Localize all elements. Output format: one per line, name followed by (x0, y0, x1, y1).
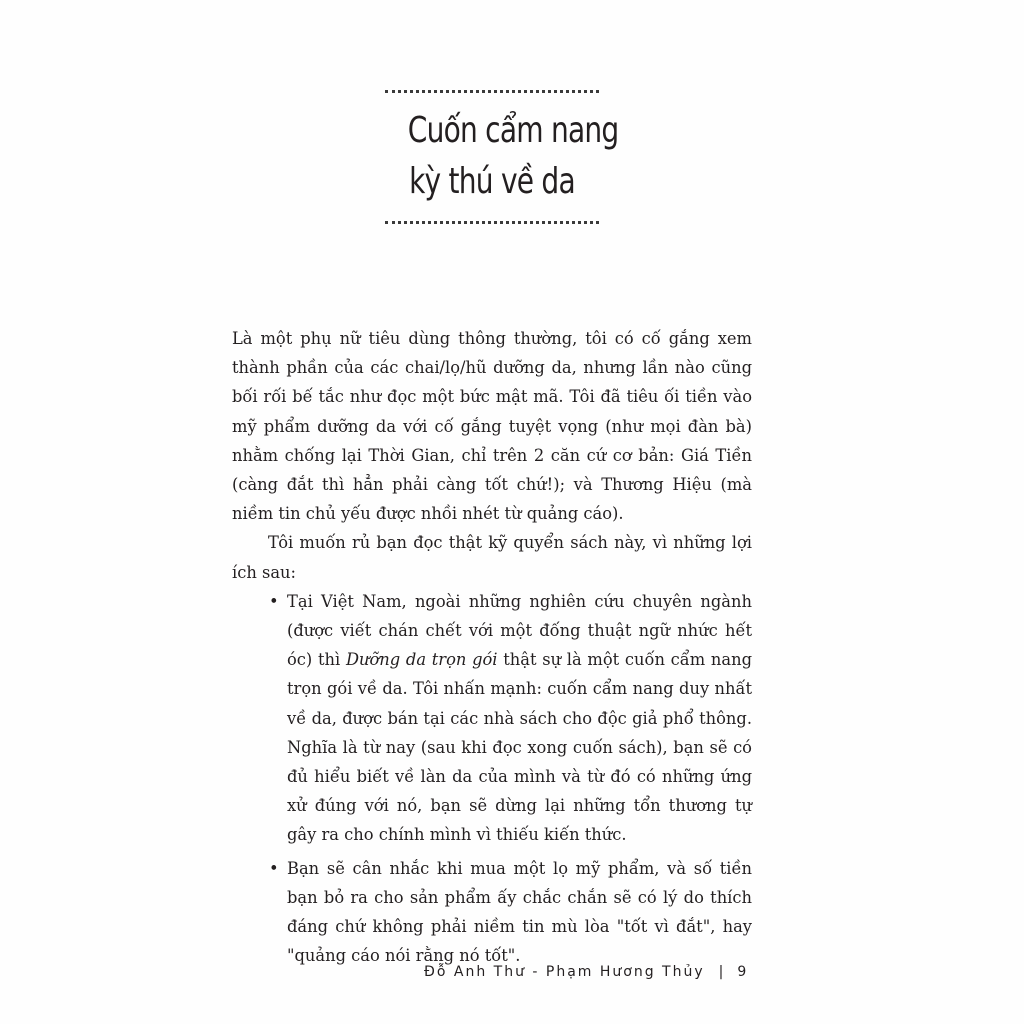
list-item (269, 587, 753, 850)
body-text (232, 324, 752, 974)
benefit-list (232, 587, 752, 971)
bullet-marker: • (269, 591, 279, 611)
page-footer (424, 964, 764, 980)
chapter-title (407, 105, 619, 207)
list-item-text: Tại Việt Nam, ngoài những nghiên cứu chuyên ngành (được viết chán chết với một đống thuật ngữ nhức hết óc) thì (287, 591, 752, 670)
list-item-text: Bạn sẽ cân nhắc khi mua một lọ mỹ phẩm, và số tiền bạn bỏ ra cho sản phẩm ấy chắc chắn sẽ có lý do thích đáng chứ không phải niềm tin mù lòa "tốt vì đắt", hay "quảng cáo nói rằng nó tốt". (287, 858, 752, 966)
footer-authors: Đỗ Anh Thư - Phạm Hương Thủy (424, 964, 705, 980)
bullet-marker: • (269, 858, 279, 878)
footer-separator: | (718, 964, 726, 980)
paragraph-1: Là một phụ nữ tiêu dùng thông thường, tôi có cố gắng xem thành phần của các chai/lọ/hũ dưỡng da, nhưng lần nào cũng bối rối bế tắc như đọc một bức mật mã. Tôi đã tiêu ối tiền vào mỹ phẩm dưỡng da với cố gắng tuyệt vọng (như mọi đàn bà) nhằm chống lại Thời Gian, chỉ trên 2 căn cứ cơ bản: Giá Tiền (càng đắt thì hẳn phải càng tốt chứ!); và Thương Hiệu (mà niềm tin chủ yếu được nhồi nhét từ quảng cáo). (232, 329, 752, 524)
book-title-italic: Dưỡng da trọn gói (345, 650, 498, 670)
top-dotted-rule (385, 90, 599, 93)
list-item-text-continued: thật sự là một cuốn cẩm nang trọn gói về da. Tôi nhấn mạnh: cuốn cẩm nang duy nhất về da, được bán tại các nhà sách cho độc giả phổ thông. Nghĩa là từ nay (sau khi đọc xong cuốn sách), bạn sẽ có đủ hiểu biết về làn da của mình và từ đó có những ứng xử đúng với nó, bạn sẽ dừng lại những tổn thương tự gây ra cho chính mình vì thiếu kiến thức. (287, 650, 753, 845)
bottom-dotted-rule (385, 221, 599, 224)
chapter-title-line-2: kỳ thú về da (409, 161, 575, 202)
chapter-title-line-1: Cuốn cẩm nang (407, 110, 619, 151)
chapter-title-block (384, 90, 619, 224)
page-number: 9 (737, 964, 749, 980)
paragraph-2: Tôi muốn rủ bạn đọc thật kỹ quyển sách này, vì những lợi ích sau: (232, 533, 752, 582)
list-item (269, 854, 752, 971)
